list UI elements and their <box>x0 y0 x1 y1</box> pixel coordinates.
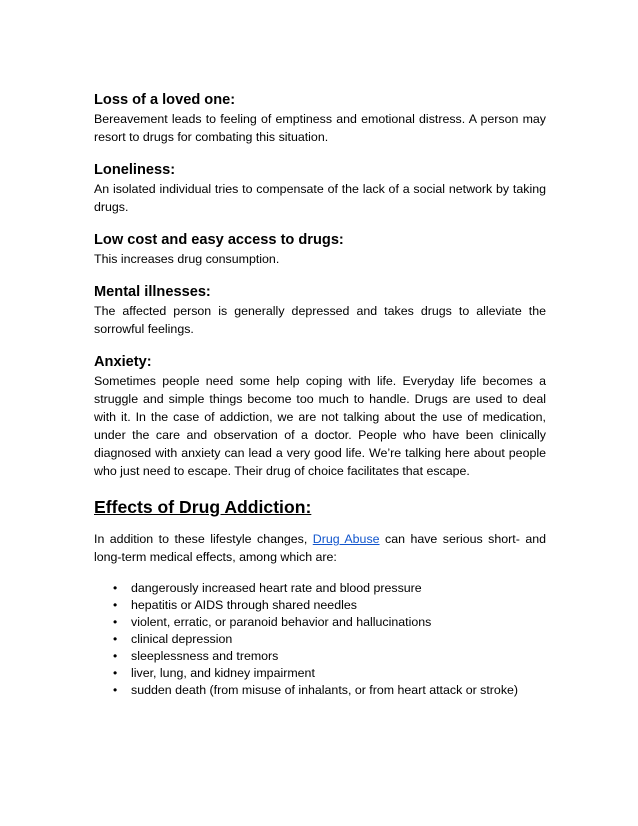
bullet-icon: • <box>113 615 118 629</box>
section-mental-illnesses <box>94 283 546 338</box>
list-item <box>94 665 546 682</box>
bullet-icon: • <box>113 581 118 595</box>
list-item-text: dangerously increased heart rate and blood pressure <box>131 581 422 595</box>
effects-intro-after: can have serious short- and long-term medical effects, among which are: <box>94 532 546 564</box>
list-item <box>94 648 546 665</box>
list-item-text: hepatitis or AIDS through shared needles <box>131 598 357 612</box>
section-body: Bereavement leads to feeling of emptiness and emotional distress. A person may resort to drugs for combating this situation. <box>94 112 546 144</box>
list-item <box>94 580 546 597</box>
section-body: An isolated individual tries to compensate of the lack of a social network by taking drugs. <box>94 182 546 214</box>
drug-abuse-link[interactable]: Drug Abuse <box>312 532 380 546</box>
list-item-text: clinical depression <box>131 632 233 646</box>
section-body: This increases drug consumption. <box>94 252 280 266</box>
list-item <box>94 597 546 614</box>
bullet-icon: • <box>113 598 118 612</box>
effects-list <box>94 580 546 699</box>
section-body: Sometimes people need some help coping with life. Everyday life becomes a struggle and simple things become too much to handle. Drugs are used to deal with it. In the case of addiction, we are not talking about the use of medication, under the care and observation of a doctor. People who have been clinically diagnosed with anxiety can lead a very good life. We’re talking here about people who just need to escape. Their drug of choice facilitates that escape. <box>94 374 546 478</box>
document-page <box>94 91 546 699</box>
section-body: The affected person is generally depressed and takes drugs to alleviate the sorrowful feelings. <box>94 304 546 336</box>
section-loss-of-loved-one <box>94 91 546 146</box>
bullet-icon: • <box>113 632 118 646</box>
list-item-text: sudden death (from misuse of inhalants, or from heart attack or stroke) <box>131 683 519 697</box>
section-heading: Loneliness: <box>94 162 176 178</box>
list-item-text: sleeplessness and tremors <box>131 649 279 663</box>
list-item-text: violent, erratic, or paranoid behavior and hallucinations <box>131 615 432 629</box>
section-anxiety <box>94 353 546 480</box>
list-item <box>94 614 546 631</box>
section-heading: Low cost and easy access to drugs: <box>94 232 344 248</box>
section-heading: Loss of a loved one: <box>94 92 236 108</box>
list-item <box>94 631 546 648</box>
bullet-icon: • <box>113 649 118 663</box>
section-heading: Anxiety: <box>94 354 152 370</box>
bullet-icon: • <box>113 666 118 680</box>
effects-heading: Effects of Drug Addiction: <box>94 497 312 517</box>
section-low-cost-access <box>94 231 546 268</box>
section-heading: Mental illnesses: <box>94 284 211 300</box>
effects-intro-before: In addition to these lifestyle changes, <box>94 532 313 546</box>
effects-intro <box>94 530 546 566</box>
list-item <box>94 682 546 699</box>
bullet-icon: • <box>113 683 118 697</box>
section-loneliness <box>94 161 546 216</box>
list-item-text: liver, lung, and kidney impairment <box>131 666 315 680</box>
